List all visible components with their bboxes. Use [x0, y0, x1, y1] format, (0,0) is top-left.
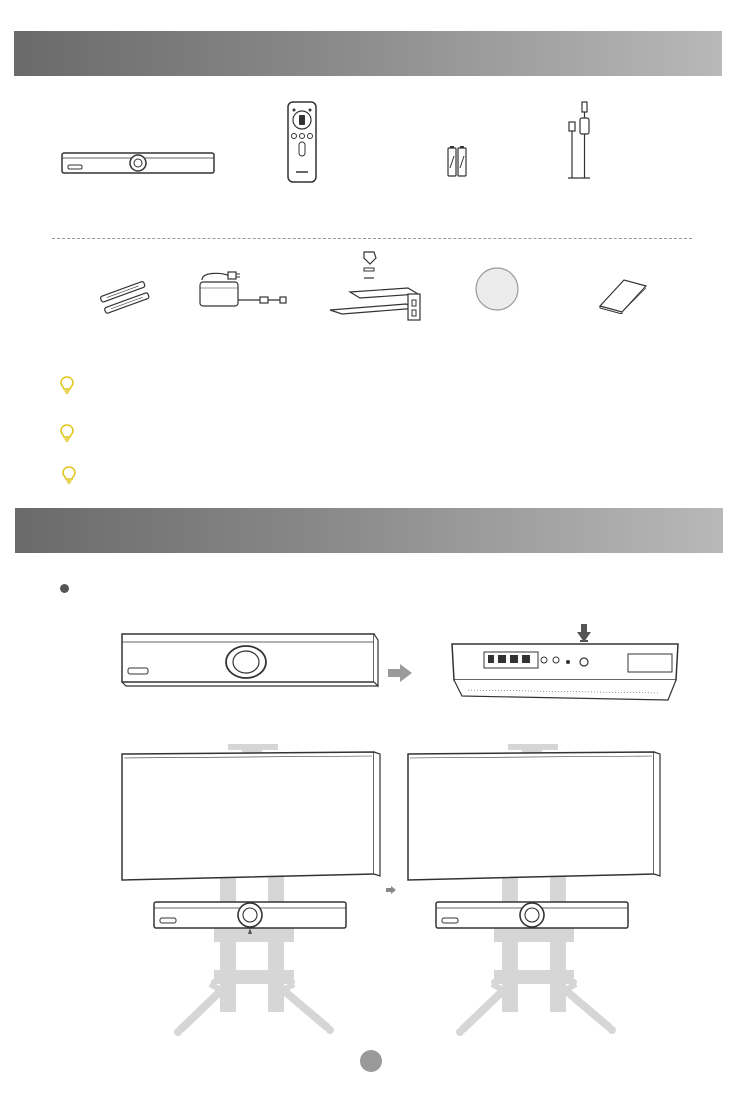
cable-illustration [560, 100, 596, 182]
arrow-right-icon [386, 886, 396, 894]
lightbulb-icon [60, 376, 74, 394]
lightbulb-icon [60, 424, 74, 442]
wall-bracket-kit-illustration [326, 248, 424, 322]
mounting-strips-illustration [98, 280, 154, 316]
bar-attached-tv-stand-illustration [404, 744, 668, 1038]
arrow-right-icon [388, 664, 412, 682]
power-adapter-illustration [190, 268, 290, 314]
quick-start-guide-illustration [596, 276, 648, 314]
batteries-illustration [446, 144, 468, 178]
lens-cover-illustration [474, 266, 520, 312]
bullet-dot [60, 584, 69, 593]
arrow-down-icon [577, 624, 591, 642]
video-bar-back-illustration [448, 640, 684, 710]
video-bar-illustration [60, 150, 220, 178]
bar-on-tv-stand-illustration [118, 744, 382, 1038]
video-bar-front-illustration [118, 628, 380, 690]
lightbulb-icon [62, 466, 76, 484]
page-number-marker [360, 1050, 382, 1072]
section-banner-package [14, 31, 722, 76]
section-divider [52, 238, 692, 239]
remote-control-illustration [282, 100, 322, 186]
section-banner-installation [15, 508, 723, 553]
